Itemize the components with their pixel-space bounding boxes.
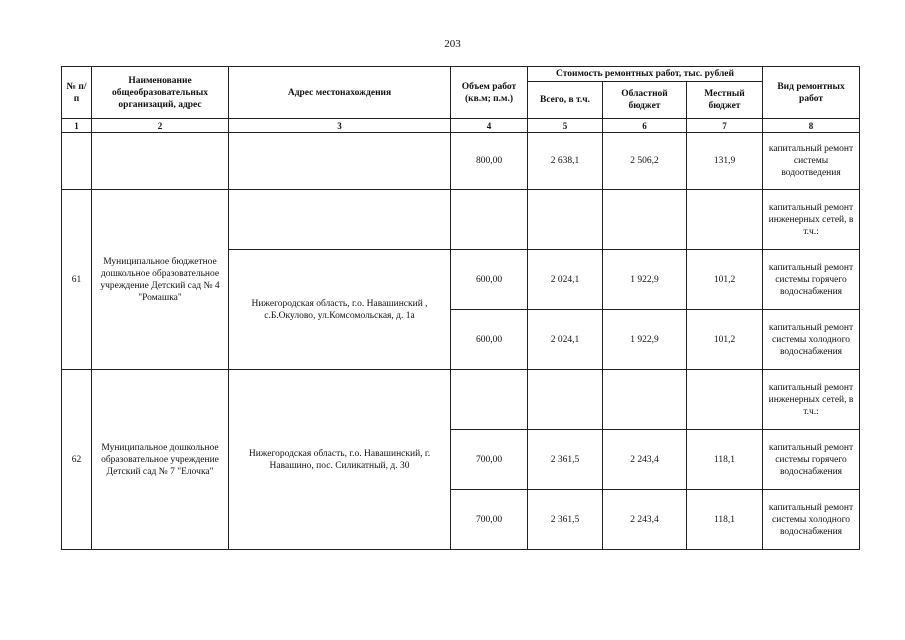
cell-address (229, 133, 451, 190)
cell-volume: 600,00 (451, 250, 528, 310)
cell-local: 131,9 (687, 133, 763, 190)
cell-local (687, 370, 763, 430)
column-number: 7 (687, 119, 763, 133)
cell-work-type: капитальный ремонт инженерных сетей, в т.ч.: (763, 190, 860, 250)
cell-num: 62 (62, 370, 92, 550)
cell-volume: 800,00 (451, 133, 528, 190)
cell-local: 101,2 (687, 250, 763, 310)
header-volume: Объем работ (кв.м; п.м.) (451, 67, 528, 119)
table-header (62, 67, 860, 133)
cell-work-type: капитальный ремонт инженерных сетей, в т.ч.: (763, 370, 860, 430)
column-number: 4 (451, 119, 528, 133)
column-numbers-row (62, 119, 860, 133)
cell-volume (451, 370, 528, 430)
cell-regional: 1 922,9 (603, 250, 687, 310)
cell-local: 118,1 (687, 490, 763, 550)
cell-volume (451, 190, 528, 250)
header-num: № п/п (62, 67, 92, 119)
header-address: Адрес местонахождения (229, 67, 451, 119)
cell-local: 118,1 (687, 430, 763, 490)
page-number: 203 (444, 38, 461, 50)
header-total: Всего, в т.ч. (528, 82, 603, 119)
cell-volume: 600,00 (451, 310, 528, 370)
cell-total: 2 361,5 (528, 430, 603, 490)
cell-work-type: капитальный ремонт системы водоотведения (763, 133, 860, 190)
cell-total (528, 190, 603, 250)
cell-address: Нижегородская область, г.о. Навашинский, г. Навашино, пос. Силикатный, д. 30 (229, 370, 451, 550)
cell-regional (603, 370, 687, 430)
header-cost-group: Стоимость ремонтных работ, тыс. рублей (528, 67, 763, 82)
cell-name: Муниципальное дошкольное образовательное учреждение Детский сад № 7 "Елочка" (92, 370, 229, 550)
cell-work-type: капитальный ремонт системы горячего водоснабжения (763, 250, 860, 310)
cell-work-type: капитальный ремонт системы холодного водоснабжения (763, 310, 860, 370)
cell-total: 2 361,5 (528, 490, 603, 550)
cell-work-type: капитальный ремонт системы холодного водоснабжения (763, 490, 860, 550)
table-row (62, 370, 860, 430)
cell-local: 101,2 (687, 310, 763, 370)
header-name: Наименование общеобразовательных организаций, адрес (92, 67, 229, 119)
cell-regional: 1 922,9 (603, 310, 687, 370)
header-regional: Областной бюджет (603, 82, 687, 119)
cell-work-type: капитальный ремонт системы горячего водоснабжения (763, 430, 860, 490)
cell-address (229, 190, 451, 250)
column-number: 1 (62, 119, 92, 133)
header-work-type: Вид ремонтных работ (763, 67, 860, 119)
column-number: 3 (229, 119, 451, 133)
cell-regional: 2 506,2 (603, 133, 687, 190)
column-number: 2 (92, 119, 229, 133)
table-body (62, 133, 860, 550)
column-number: 5 (528, 119, 603, 133)
cell-regional: 2 243,4 (603, 430, 687, 490)
cell-total (528, 370, 603, 430)
cell-num: 61 (62, 190, 92, 370)
cell-name (92, 133, 229, 190)
cell-local (687, 190, 763, 250)
cell-total: 2 024,1 (528, 310, 603, 370)
repair-works-table (61, 66, 860, 550)
cell-volume: 700,00 (451, 430, 528, 490)
cell-regional (603, 190, 687, 250)
table-row (62, 133, 860, 190)
cell-address: Нижегородская область, г.о. Навашинский , с.Б.Окулово, ул.Комсомольская, д. 1а (229, 250, 451, 370)
column-number: 6 (603, 119, 687, 133)
cell-total: 2 638,1 (528, 133, 603, 190)
cell-num (62, 133, 92, 190)
cell-volume: 700,00 (451, 490, 528, 550)
cell-total: 2 024,1 (528, 250, 603, 310)
cell-name: Муниципальное бюджетное дошкольное образовательное учреждение Детский сад № 4 "Ромашка" (92, 190, 229, 370)
table-row (62, 190, 860, 250)
column-number: 8 (763, 119, 860, 133)
cell-regional: 2 243,4 (603, 490, 687, 550)
header-local: Местный бюджет (687, 82, 763, 119)
